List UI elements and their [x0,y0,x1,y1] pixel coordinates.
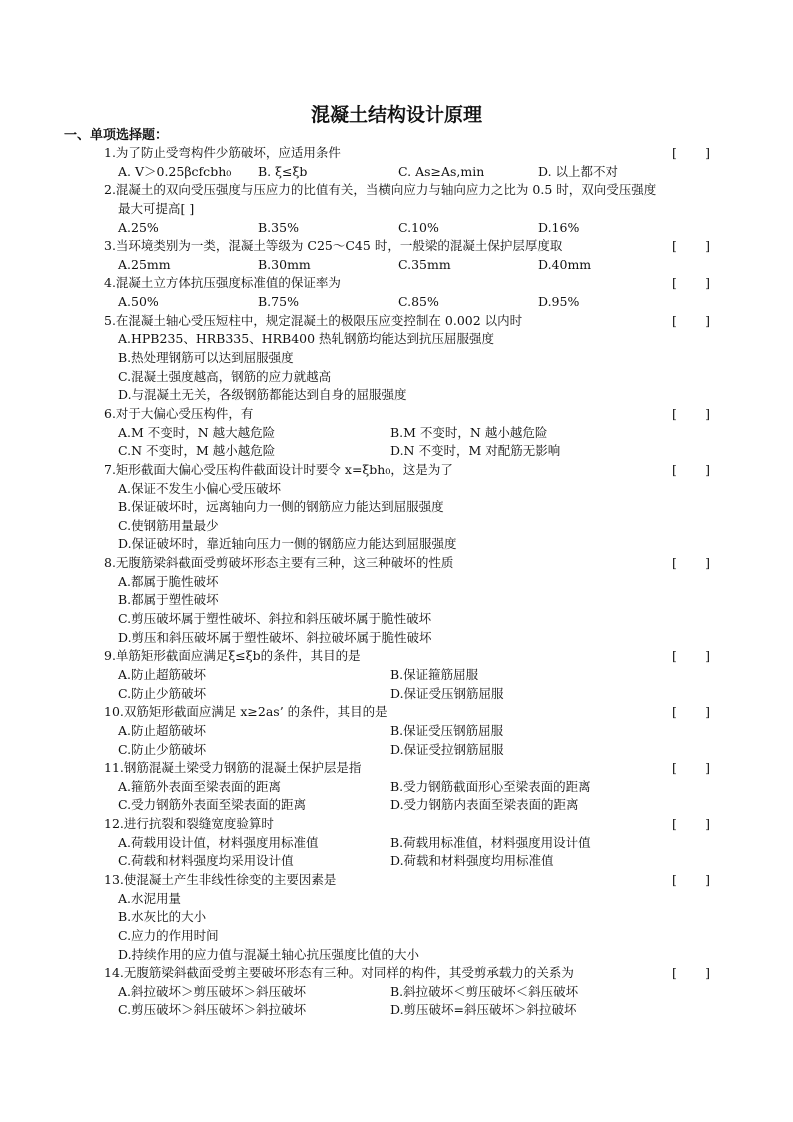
options-row [0,629,793,648]
question-stem: 3.当环境类别为一类，混凝土等级为 C25～C45 时，一般梁的混凝土保护层厚度取 [104,238,563,254]
option-d: D.保证受拉钢筋屈服 [390,741,504,757]
question-item [0,237,793,274]
options-row [0,535,793,554]
options-row [0,890,793,909]
option-c: C.应力的作用时间 [118,927,219,943]
options-row [0,573,793,592]
bracket-close: ] [705,704,710,720]
question-item [0,554,793,647]
question-line [0,647,793,666]
options-row [0,946,793,965]
options-row [0,219,793,238]
option-d: D.95% [538,294,580,310]
options-row [0,330,793,349]
options-row [0,908,793,927]
option-c: C.受力钢筋外表面至梁表面的距离 [118,797,307,813]
question-item [0,759,793,815]
question-stem: 7.矩形截面大偏心受压构件截面设计时要令 x=ξbh₀，这是为了 [104,461,453,477]
option-a: A.防止超筋破坏 [118,666,207,682]
question-line [0,144,793,163]
option-c: C.35mm [398,256,451,272]
question-stem: 12.进行抗裂和裂缝宽度验算时 [104,816,274,832]
question-item [0,144,793,181]
option-b: B.荷载用标准值，材料强度用设计值 [390,834,591,850]
options-row [0,852,793,871]
option-a: A.M 不变时，N 越大越危险 [118,424,276,440]
option-b: B.保证受压钢筋屈服 [390,722,504,738]
question-item [0,871,793,964]
bracket-open: [ [672,816,677,832]
option-a: A.斜拉破坏＞剪压破坏＞斜压破坏 [118,983,307,999]
question-line [0,181,793,200]
option-b: B.M 不变时，N 越小越危险 [390,424,548,440]
bracket-open: [ [672,145,677,160]
question-line [0,703,793,722]
question-line [0,274,793,293]
options-row [0,163,793,182]
bracket-close: ] [705,238,710,254]
option-c: C.使钢筋用量最少 [118,517,219,533]
question-stem: 10.双筋矩形截面应满足 x≥2as’ 的条件，其目的是 [104,704,388,720]
option-d: D.与混凝土无关，各级钢筋都能达到自身的屈服强度 [118,387,407,403]
bracket-open: [ [672,704,677,720]
option-c: C.85% [398,294,439,310]
question-stem: 14.无腹筋梁斜截面受剪主要破坏形态有三种。对同样的构件，其受剪承载力的关系为 [104,965,574,981]
bracket-open: [ [672,238,677,254]
option-d: D.持续作用的应力值与混凝土轴心抗压强度比值的大小 [118,946,420,962]
option-d: D. 以上都不对 [538,163,619,179]
options-row [0,610,793,629]
option-a: A. V＞0.25βcfcbh₀ [118,163,232,179]
question-stem: 最大可提高[ ] [118,200,195,216]
question-item [0,312,793,405]
option-a: A.25mm [118,256,171,272]
options-row [0,498,793,517]
question-stem: 9.单筋矩形截面应满足ξ≤ξb的条件，其目的是 [104,648,361,664]
option-d: D.16% [538,219,580,235]
options-row [0,386,793,405]
option-b: B.35% [258,219,299,235]
options-row [0,927,793,946]
option-c: C.荷载和材料强度均采用设计值 [118,853,294,869]
bracket-close: ] [705,648,710,664]
options-row [0,1001,793,1020]
option-b: B. ξ≤ξb [258,163,308,179]
option-a: A.HPB235、HRB335、HRB400 热轧钢筋均能达到抗压屈服强度 [118,331,495,347]
bracket-close: ] [705,312,710,328]
question-line [0,461,793,480]
option-b: B.热处理钢筋可以达到屈服强度 [118,350,294,366]
question-stem: 2.混凝土的双向受压强度与压应力的比值有关，当横向应力与轴向应力之比为 0.5 时，双向受压强度 [104,182,657,198]
option-d: D.保证受压钢筋屈服 [390,685,504,701]
options-row [0,685,793,704]
options-row [0,442,793,461]
options-row [0,293,793,312]
option-d: D.荷载和材料强度均用标准值 [390,853,554,869]
option-b: B.受力钢筋截面形心至梁表面的距离 [390,778,591,794]
bracket-open: [ [672,965,677,981]
option-d: D.受力钢筋内表面至梁表面的距离 [390,797,579,813]
section-heading: 一、单项选择题： [64,128,169,143]
option-c: C.防止少筋破坏 [118,741,207,757]
question-line [0,815,793,834]
bracket-open: [ [672,275,677,291]
question-item [0,461,793,554]
question-item [0,647,793,703]
document-title: 混凝土结构设计原理 [310,104,482,126]
options-row [0,368,793,387]
options-row [0,741,793,760]
options-row [0,480,793,499]
option-d: D.40mm [538,256,592,272]
bracket-close: ] [705,461,710,477]
question-line [0,312,793,331]
question-stem: 11.钢筋混凝土梁受力钢筋的混凝土保护层是指 [104,760,362,776]
option-b: B.都属于塑性破坏 [118,592,219,608]
bracket-close: ] [705,760,710,776]
option-d: D.剪压破坏=斜压破坏＞斜拉破坏 [390,1002,577,1018]
option-b: B.保证破坏时，远离轴向力一侧的钢筋应力能达到屈服强度 [118,499,444,515]
option-c: C.剪压破坏属于塑性破坏、斜拉和斜压破坏属于脆性破坏 [118,611,432,627]
question-line [0,554,793,573]
option-d: D.剪压和斜压破坏属于塑性破坏、斜拉破坏属于脆性破坏 [118,629,432,645]
option-b: B.保证箍筋屈服 [390,666,479,682]
options-row [0,349,793,368]
question-item [0,405,793,461]
question-item [0,964,793,1020]
options-row [0,778,793,797]
question-list [0,144,793,1020]
options-row [0,666,793,685]
option-c: C. As≥As,min [398,163,485,179]
option-d: D.N 不变时，M 对配筋无影响 [390,443,561,459]
question-stem: 13.使混凝土产生非线性徐变的主要因素是 [104,871,337,887]
bracket-close: ] [705,145,710,160]
question-item [0,181,793,237]
option-a: A.保证不发生小偏心受压破坏 [118,480,282,496]
option-b: B.30mm [258,256,311,272]
option-a: A.25% [118,219,159,235]
bracket-close: ] [705,871,710,887]
question-item [0,274,793,311]
bracket-close: ] [705,275,710,291]
option-a: A.箍筋外表面至梁表面的距离 [118,778,282,794]
options-row [0,256,793,275]
option-c: C.防止少筋破坏 [118,685,207,701]
question-line [0,964,793,983]
bracket-close: ] [705,965,710,981]
bracket-open: [ [672,871,677,887]
bracket-open: [ [672,461,677,477]
question-stem: 5.在混凝土轴心受压短柱中，规定混凝土的极限压应变控制在 0.002 以内时 [104,312,523,328]
question-item [0,703,793,759]
bracket-close: ] [705,555,710,571]
options-row [0,591,793,610]
question-line [0,759,793,778]
option-d: D.保证破坏时，靠近轴向压力一侧的钢筋应力能达到屈服强度 [118,536,457,552]
options-row [0,517,793,536]
options-row [0,834,793,853]
options-row [0,722,793,741]
question-line [0,871,793,890]
option-c: C.混凝土强度越高，钢筋的应力就越高 [118,368,332,384]
question-stem: 4.混凝土立方体抗压强度标准值的保证率为 [104,275,341,291]
bracket-open: [ [672,312,677,328]
question-stem: 8.无腹筋梁斜截面受剪破坏形态主要有三种，这三种破坏的性质 [104,555,454,571]
bracket-close: ] [705,405,710,421]
option-c: C.10% [398,219,439,235]
option-b: B.斜拉破坏＜剪压破坏＜斜压破坏 [390,983,579,999]
question-line [0,200,793,219]
option-a: A.都属于脆性破坏 [118,573,219,589]
question-stem: 6.对于大偏心受压构件，有 [104,405,254,421]
bracket-open: [ [672,760,677,776]
question-line [0,405,793,424]
options-row [0,796,793,815]
option-b: B.75% [258,294,299,310]
bracket-open: [ [672,555,677,571]
option-a: A.防止超筋破坏 [118,722,207,738]
bracket-open: [ [672,405,677,421]
bracket-open: [ [672,648,677,664]
question-line [0,237,793,256]
option-a: A.水泥用量 [118,890,182,906]
bracket-close: ] [705,816,710,832]
options-row [0,983,793,1002]
option-a: A.50% [118,294,159,310]
option-b: B.水灰比的大小 [118,909,207,925]
option-c: C.剪压破坏＞斜压破坏＞斜拉破坏 [118,1002,307,1018]
options-row [0,424,793,443]
option-a: A.荷载用设计值，材料强度用标准值 [118,834,319,850]
question-stem: 1.为了防止受弯构件少筋破坏，应适用条件 [104,145,341,160]
option-c: C.N 不变时，M 越小越危险 [118,443,276,459]
question-item [0,815,793,871]
